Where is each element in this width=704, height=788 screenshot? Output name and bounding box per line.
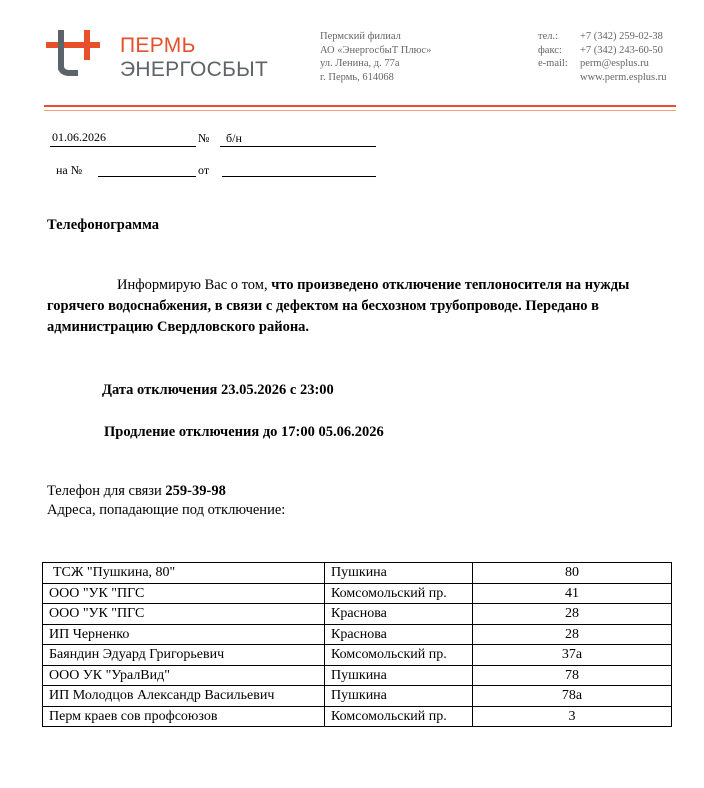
table-row bbox=[43, 645, 672, 666]
intro-plain: Информирую Вас о том, bbox=[117, 277, 272, 293]
house-cell: 28 bbox=[473, 624, 672, 645]
org-cell: Перм краев сов профсоюзов bbox=[43, 706, 325, 727]
contact-value: perm@esplus.ru bbox=[580, 58, 649, 69]
ref-no-label: № bbox=[198, 131, 210, 145]
street-cell: Комсомольский пр. bbox=[325, 706, 473, 727]
brand-name bbox=[120, 34, 268, 82]
contact-fax bbox=[538, 44, 667, 58]
brand-line-2: ЭНЕРГОСБЫТ bbox=[120, 58, 269, 81]
house-cell: 78а bbox=[473, 686, 672, 707]
shutdown-date: Дата отключения 23.05.2026 с 23:00 bbox=[102, 382, 334, 398]
branch-line: ул. Ленина, д. 77а bbox=[320, 58, 400, 69]
contact-label: e-mail: bbox=[538, 58, 568, 69]
table-row bbox=[43, 583, 672, 604]
contact-email bbox=[538, 57, 667, 71]
org-cell: ООО УК "УралВид" bbox=[43, 665, 325, 686]
phone-value: 259-39-98 bbox=[165, 483, 226, 499]
phone-label: Телефон для связи bbox=[47, 483, 166, 499]
street-cell: Краснова bbox=[325, 624, 473, 645]
house-cell: 41 bbox=[473, 583, 672, 604]
house-cell: 28 bbox=[473, 604, 672, 625]
ref-date-underline bbox=[50, 146, 196, 147]
contact-value: www.perm.esplus.ru bbox=[580, 71, 667, 83]
org-cell: ООО "УК "ПГС bbox=[43, 583, 325, 604]
contact-label: факс: bbox=[538, 44, 562, 56]
branch-line: г. Пермь, 614068 bbox=[320, 71, 394, 83]
contact-label: тел.: bbox=[538, 31, 559, 42]
org-cell: ИП Черненко bbox=[43, 624, 325, 645]
ref-no-underline bbox=[220, 146, 376, 147]
company-logo-icon bbox=[44, 26, 104, 82]
ref-on-no-underline bbox=[98, 176, 196, 177]
addresses-label: Адреса, попадающие под отключение: bbox=[47, 502, 286, 518]
document-title: Телефонограмма bbox=[47, 217, 159, 233]
street-cell: Пушкина bbox=[325, 665, 473, 686]
house-cell: 3 bbox=[473, 706, 672, 727]
street-cell: Комсомольский пр. bbox=[325, 583, 473, 604]
ref-from-label: от bbox=[198, 163, 210, 177]
org-cell: ИП Молодцов Александр Васильевич bbox=[43, 686, 325, 707]
main-paragraph bbox=[47, 275, 677, 338]
table-row bbox=[43, 624, 672, 645]
ref-from-underline bbox=[222, 176, 376, 177]
addresses-table bbox=[42, 562, 672, 727]
phone-line bbox=[47, 483, 226, 500]
branch-line: Пермский филиал bbox=[320, 31, 401, 42]
street-cell: Пушкина bbox=[325, 563, 473, 584]
org-cell: ООО "УК "ПГС bbox=[43, 604, 325, 625]
ref-on-no-label: на № bbox=[56, 163, 83, 177]
org-cell: ТСЖ "Пушкина, 80" bbox=[43, 563, 325, 584]
letterhead-divider bbox=[44, 105, 676, 111]
contact-value: +7 (342) 259-02-38 bbox=[580, 31, 663, 42]
table-row bbox=[43, 686, 672, 707]
contact-phone bbox=[538, 30, 667, 44]
street-cell: Комсомольский пр. bbox=[325, 645, 473, 666]
intro-bold: что произведено отключение теплоносителя на нужды горячего водоснабжения, в связи с дефектом на бесхозном трубопроводе. Передано в администрацию Свердловского района. bbox=[47, 277, 630, 335]
branch-address bbox=[320, 30, 431, 84]
table-row bbox=[43, 604, 672, 625]
street-cell: Краснова bbox=[325, 604, 473, 625]
brand-line-1: ПЕРМЬ bbox=[120, 34, 196, 57]
contact-label bbox=[538, 71, 580, 85]
branch-line: АО «ЭнергосбыТ Плюс» bbox=[320, 44, 432, 56]
extension-date: Продление отключения до 17:00 05.06.2026 bbox=[104, 424, 384, 440]
house-cell: 80 bbox=[473, 563, 672, 584]
table-row bbox=[43, 706, 672, 727]
house-cell: 37а bbox=[473, 645, 672, 666]
house-cell: 78 bbox=[473, 665, 672, 686]
ref-date: 01.06.2026 bbox=[52, 130, 106, 144]
table-row bbox=[43, 665, 672, 686]
ref-no-value: б/н bbox=[226, 131, 242, 145]
contact-value: +7 (342) 243-60-50 bbox=[580, 44, 663, 56]
org-cell: Баяндин Эдуард Григорьевич bbox=[43, 645, 325, 666]
contact-website bbox=[538, 71, 667, 85]
contacts-block bbox=[538, 30, 667, 84]
street-cell: Пушкина bbox=[325, 686, 473, 707]
table-row bbox=[43, 563, 672, 584]
